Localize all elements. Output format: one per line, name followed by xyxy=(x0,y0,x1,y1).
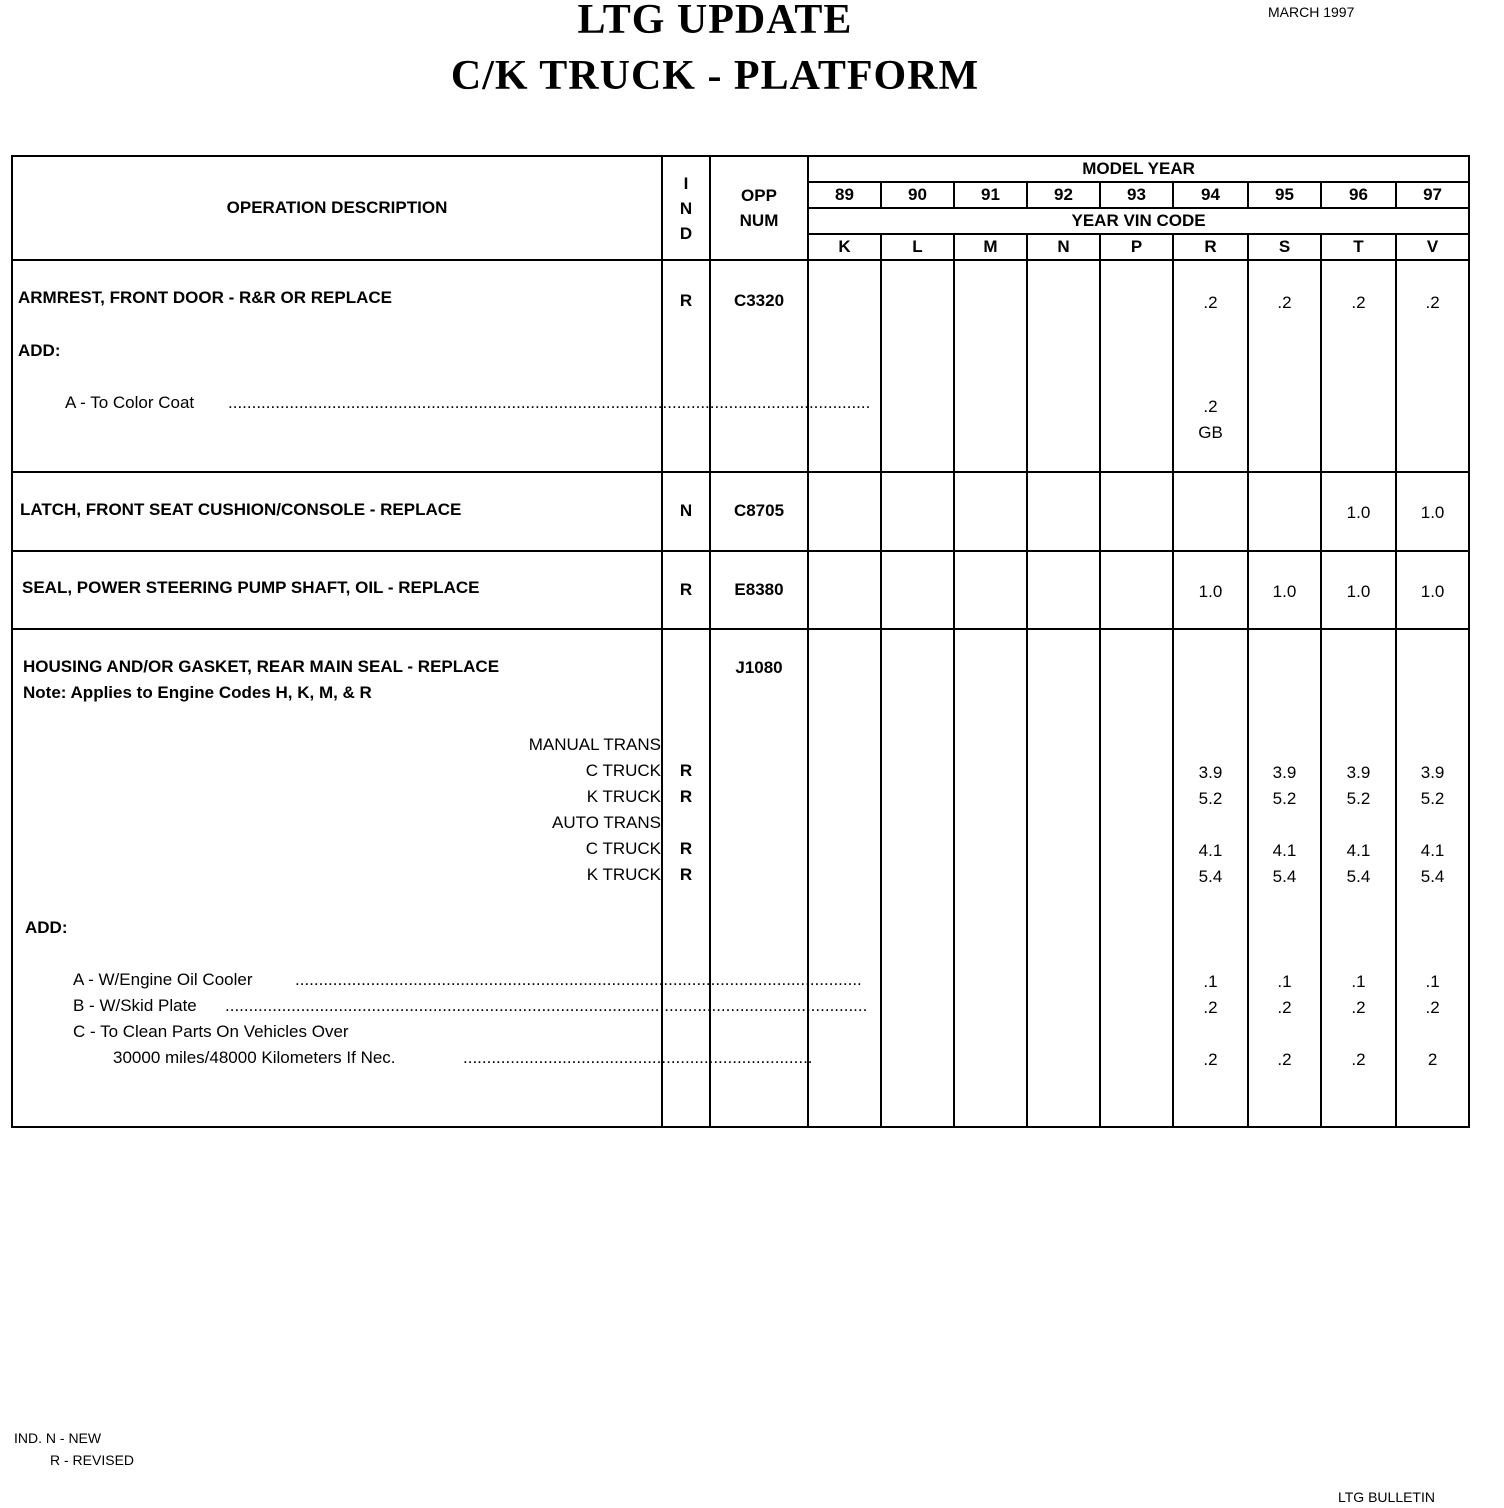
header-operation-description: OPERATION DESCRIPTION xyxy=(12,156,662,260)
vin-k: K xyxy=(808,234,881,260)
dot-leader: ........................................................................................................................ xyxy=(295,970,862,989)
value: 1.0 xyxy=(1420,503,1445,522)
dot-leader: .......................................................................... xyxy=(463,1048,813,1067)
dot-leader: ........................................................................................................................................ xyxy=(228,393,871,412)
armrest-ind-cell xyxy=(662,260,710,472)
value: 3.9 xyxy=(1198,763,1223,782)
value: 4.1 xyxy=(1198,841,1223,860)
date: MARCH 1997 xyxy=(1268,4,1355,20)
value: 4.1 xyxy=(1346,841,1371,860)
header-ind-d: D xyxy=(679,223,693,243)
seal-opp: E8380 xyxy=(734,580,784,599)
armrest-ind: R xyxy=(679,291,693,310)
armrest-96 xyxy=(1321,260,1396,472)
value: .2 xyxy=(1351,998,1366,1017)
value: .2 xyxy=(1203,1050,1218,1069)
vin-v: V xyxy=(1396,234,1469,260)
value: 5.4 xyxy=(1198,867,1223,886)
value: .1 xyxy=(1277,972,1292,991)
latch-95 xyxy=(1248,472,1321,551)
value: 5.2 xyxy=(1198,789,1223,808)
vin-n: N xyxy=(1027,234,1100,260)
seal-96 xyxy=(1321,551,1396,629)
header-ind xyxy=(662,156,710,260)
latch-opp: C8705 xyxy=(733,501,785,520)
value: 1.0 xyxy=(1346,582,1371,601)
housing-97 xyxy=(1396,629,1469,1127)
year-97: 97 xyxy=(1396,182,1469,208)
value: 5.4 xyxy=(1272,867,1297,886)
housing-ind-2: R xyxy=(679,787,693,806)
title-line-2: C/K TRUCK - PLATFORM xyxy=(450,53,980,99)
housing-96 xyxy=(1321,629,1396,1127)
year-92: 92 xyxy=(1027,182,1100,208)
value: .2 xyxy=(1425,998,1440,1017)
latch-96 xyxy=(1321,472,1396,551)
auto-c-truck-label: C TRUCK xyxy=(585,839,661,858)
seal-95 xyxy=(1248,551,1321,629)
housing-note: Note: Applies to Engine Codes H, K, M, & R xyxy=(23,683,372,702)
housing-94 xyxy=(1173,629,1248,1127)
value: .2 xyxy=(1351,293,1366,312)
vin-l: L xyxy=(881,234,954,260)
auto-k-truck-label: K TRUCK xyxy=(586,865,661,884)
housing-90 xyxy=(881,629,954,1127)
armrest-desc: ARMREST, FRONT DOOR - R&R OR REPLACE xyxy=(18,288,392,307)
housing-sub-c2: 30000 miles/48000 Kilometers If Nec. xyxy=(113,1048,396,1067)
housing-opp: J1080 xyxy=(735,658,783,677)
value: 1.0 xyxy=(1272,582,1297,601)
value: 5.4 xyxy=(1420,867,1445,886)
value: .1 xyxy=(1425,972,1440,991)
value: 1.0 xyxy=(1420,582,1445,601)
armrest-opp-cell xyxy=(710,260,808,472)
value: .2 xyxy=(1203,293,1218,312)
housing-89 xyxy=(808,629,881,1127)
value: .2 xyxy=(1425,293,1440,312)
value: 5.4 xyxy=(1346,867,1371,886)
housing-ind-4: R xyxy=(679,865,693,884)
table-row xyxy=(12,260,1469,472)
manual-trans-label: MANUAL TRANS xyxy=(528,735,661,754)
latch-ind-cell xyxy=(662,472,710,551)
seal-ind: R xyxy=(679,580,693,599)
housing-sub-c1: C - To Clean Parts On Vehicles Over xyxy=(73,1022,349,1041)
latch-desc: LATCH, FRONT SEAT CUSHION/CONSOLE - REPLACE xyxy=(20,500,462,519)
header-opp: OPP xyxy=(741,186,777,205)
year-90: 90 xyxy=(881,182,954,208)
latch-desc-cell xyxy=(12,472,662,551)
year-96: 96 xyxy=(1321,182,1396,208)
armrest-add: ADD: xyxy=(18,341,61,360)
manual-c-truck-label: C TRUCK xyxy=(585,761,661,780)
seal-91 xyxy=(954,551,1027,629)
vin-s: S xyxy=(1248,234,1321,260)
armrest-93 xyxy=(1100,260,1173,472)
seal-97 xyxy=(1396,551,1469,629)
manual-k-truck-label: K TRUCK xyxy=(586,787,661,806)
value: 2 xyxy=(1427,1050,1438,1069)
latch-94 xyxy=(1173,472,1248,551)
value: 5.2 xyxy=(1346,789,1371,808)
armrest-opp: C3320 xyxy=(733,291,785,310)
header-ind-i: I xyxy=(683,173,689,193)
value: 5.2 xyxy=(1272,789,1297,808)
latch-ind: N xyxy=(679,501,693,520)
header-opp-num xyxy=(710,156,808,260)
housing-ind-1: R xyxy=(679,761,693,780)
seal-92 xyxy=(1027,551,1100,629)
latch-90 xyxy=(881,472,954,551)
header-vin-code: YEAR VIN CODE xyxy=(808,208,1469,234)
latch-97 xyxy=(1396,472,1469,551)
value: 3.9 xyxy=(1346,763,1371,782)
latch-93 xyxy=(1100,472,1173,551)
latch-92 xyxy=(1027,472,1100,551)
seal-89 xyxy=(808,551,881,629)
dot-leader: ........................................................................................................................................ xyxy=(225,996,868,1015)
legend-new: IND. N - NEW xyxy=(14,1430,102,1446)
housing-sub-b: B - W/Skid Plate xyxy=(73,996,197,1015)
armrest-97 xyxy=(1396,260,1469,472)
armrest-94 xyxy=(1173,260,1248,472)
value: 1.0 xyxy=(1198,582,1223,601)
value: .2 xyxy=(1203,998,1218,1017)
value: 5.2 xyxy=(1420,789,1445,808)
housing-ind-3: R xyxy=(679,839,693,858)
labor-time-table xyxy=(11,155,1470,1128)
seal-ind-cell xyxy=(662,551,710,629)
year-94: 94 xyxy=(1173,182,1248,208)
housing-92 xyxy=(1027,629,1100,1127)
value: 3.9 xyxy=(1420,763,1445,782)
armrest-90 xyxy=(881,260,954,472)
armrest-95 xyxy=(1248,260,1321,472)
housing-add: ADD: xyxy=(25,918,68,937)
value: 3.9 xyxy=(1272,763,1297,782)
header-model-year: MODEL YEAR xyxy=(808,156,1469,182)
year-95: 95 xyxy=(1248,182,1321,208)
value: 4.1 xyxy=(1420,841,1445,860)
housing-sub-a: A - W/Engine Oil Cooler xyxy=(73,970,253,989)
auto-trans-label: AUTO TRANS xyxy=(552,813,661,832)
title-line-1: LTG UPDATE xyxy=(577,0,853,43)
value: 1.0 xyxy=(1346,503,1371,522)
seal-90 xyxy=(881,551,954,629)
latch-opp-cell xyxy=(710,472,808,551)
header-num: NUM xyxy=(739,211,779,230)
armrest-sub-a-note: GB xyxy=(1198,423,1223,442)
latch-91 xyxy=(954,472,1027,551)
year-93: 93 xyxy=(1100,182,1173,208)
armrest-sub-a-value: .2 xyxy=(1203,397,1218,416)
seal-desc-cell xyxy=(12,551,662,629)
seal-93 xyxy=(1100,551,1173,629)
value: 4.1 xyxy=(1272,841,1297,860)
armrest-89 xyxy=(808,260,881,472)
armrest-91 xyxy=(954,260,1027,472)
vin-r: R xyxy=(1173,234,1248,260)
seal-opp-cell xyxy=(710,551,808,629)
housing-desc: HOUSING AND/OR GASKET, REAR MAIN SEAL - REPLACE xyxy=(23,657,500,676)
bulletin-label: LTG BULLETIN xyxy=(1338,1489,1435,1505)
vin-m: M xyxy=(954,234,1027,260)
armrest-92 xyxy=(1027,260,1100,472)
housing-95 xyxy=(1248,629,1321,1127)
year-91: 91 xyxy=(954,182,1027,208)
value: .1 xyxy=(1351,972,1366,991)
seal-desc: SEAL, POWER STEERING PUMP SHAFT, OIL - REPLACE xyxy=(22,578,480,597)
housing-opp-cell xyxy=(710,629,808,1127)
housing-ind-cell xyxy=(662,629,710,1127)
value: .1 xyxy=(1203,972,1218,991)
legend-revised: R - REVISED xyxy=(50,1452,135,1468)
value: .2 xyxy=(1277,998,1292,1017)
table-row xyxy=(12,629,1469,1127)
housing-91 xyxy=(954,629,1027,1127)
vin-p: P xyxy=(1100,234,1173,260)
value: .2 xyxy=(1277,1050,1292,1069)
vin-t: T xyxy=(1321,234,1396,260)
housing-93 xyxy=(1100,629,1173,1127)
value: .2 xyxy=(1351,1050,1366,1069)
year-89: 89 xyxy=(808,182,881,208)
armrest-sub-a: A - To Color Coat xyxy=(65,393,195,412)
header-ind-n: N xyxy=(679,198,693,218)
latch-89 xyxy=(808,472,881,551)
value: .2 xyxy=(1277,293,1292,312)
table-row xyxy=(12,472,1469,551)
table-row xyxy=(12,551,1469,629)
seal-94 xyxy=(1173,551,1248,629)
